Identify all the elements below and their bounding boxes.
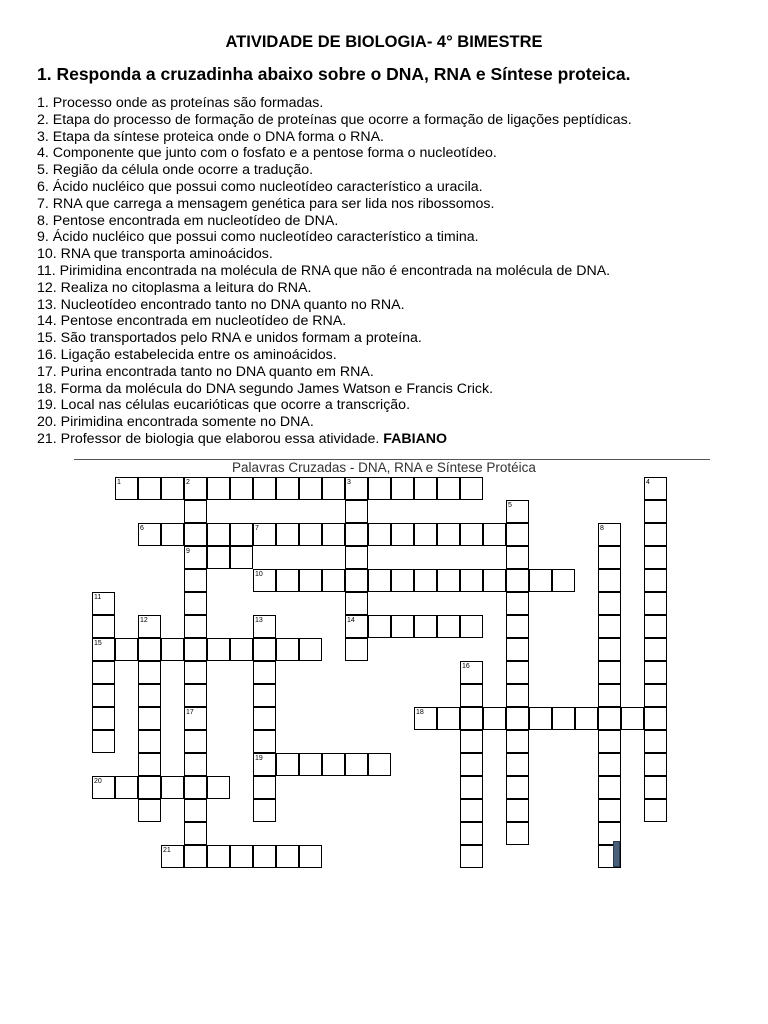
crossword-cell[interactable]: [184, 523, 207, 546]
crossword-cell[interactable]: [598, 569, 621, 592]
crossword-cell[interactable]: [184, 822, 207, 845]
clue-item: 17. Purina encontrada tanto no DNA quanto em RNA.: [37, 363, 374, 380]
crossword-cell[interactable]: [115, 776, 138, 799]
crossword-cell[interactable]: [345, 753, 368, 776]
crossword-cell[interactable]: [184, 730, 207, 753]
crossword-cell[interactable]: [138, 707, 161, 730]
crossword-cell[interactable]: [115, 638, 138, 661]
crossword-cell[interactable]: [506, 684, 529, 707]
crossword-cell[interactable]: [276, 523, 299, 546]
crossword-cell[interactable]: [598, 776, 621, 799]
crossword-cell[interactable]: [138, 776, 161, 799]
crossword-cell[interactable]: [230, 845, 253, 868]
clue-item: 11. Pirimidina encontrada na molécula de RNA que não é encontrada na molécula de DNA.: [37, 262, 611, 279]
crossword-cell[interactable]: [644, 707, 667, 730]
clue-number-label: 19: [255, 755, 263, 762]
page-title: ATIVIDADE DE BIOLOGIA- 4° BIMESTRE: [225, 33, 543, 51]
clue-number-label: 15: [94, 640, 102, 647]
crossword-cell[interactable]: [598, 615, 621, 638]
crossword-cell[interactable]: [644, 523, 667, 546]
clue-item: 7. RNA que carrega a mensagem genética para ser lida nos ribossomos.: [37, 195, 495, 212]
crossword-cell[interactable]: [644, 615, 667, 638]
crossword-cell[interactable]: [92, 615, 115, 638]
crossword-cell[interactable]: [644, 753, 667, 776]
crossword-cell[interactable]: [460, 822, 483, 845]
crossword-cell[interactable]: [299, 753, 322, 776]
crossword-cell[interactable]: [621, 707, 644, 730]
crossword-cell[interactable]: [644, 684, 667, 707]
crossword-cell[interactable]: [391, 523, 414, 546]
crossword-cell[interactable]: [207, 638, 230, 661]
crossword-cell[interactable]: [437, 477, 460, 500]
crossword-cell[interactable]: [253, 477, 276, 500]
crossword-cell[interactable]: [253, 845, 276, 868]
crossword-cell[interactable]: [184, 615, 207, 638]
crossword-cell[interactable]: [460, 776, 483, 799]
crossword-cell[interactable]: [345, 500, 368, 523]
crossword-cell[interactable]: [414, 523, 437, 546]
crossword-cell[interactable]: [598, 753, 621, 776]
clue-number-label: 17: [186, 709, 194, 716]
crossword-cell[interactable]: [644, 638, 667, 661]
crossword-cell[interactable]: [184, 753, 207, 776]
crossword-cell[interactable]: [207, 845, 230, 868]
crossword-cell[interactable]: [506, 546, 529, 569]
crossword-cell[interactable]: [644, 730, 667, 753]
crossword-cell[interactable]: [161, 477, 184, 500]
clue-item: 10. RNA que transporta aminoácidos.: [37, 246, 273, 263]
clue-item: 3. Etapa da síntese proteica onde o DNA forma o RNA.: [37, 128, 384, 145]
crossword-cell[interactable]: [506, 638, 529, 661]
clue-item: 4. Componente que junto com o fosfato e a pentose forma o nucleotídeo.: [37, 145, 497, 162]
crossword-cell[interactable]: [437, 707, 460, 730]
clue-number-label: 2: [186, 479, 190, 486]
crossword-cell[interactable]: [161, 638, 184, 661]
clue-number-label: 6: [140, 525, 144, 532]
crossword-title: Palavras Cruzadas - DNA, RNA e Síntese Protéica: [232, 460, 536, 475]
crossword-cell[interactable]: [460, 615, 483, 638]
crossword-cell[interactable]: [598, 661, 621, 684]
crossword-cell[interactable]: [414, 569, 437, 592]
crossword-cell[interactable]: [184, 500, 207, 523]
crossword-cell[interactable]: [299, 523, 322, 546]
crossword-cell[interactable]: [299, 638, 322, 661]
clue-number-label: 5: [508, 502, 512, 509]
clue-number-label: 3: [347, 479, 351, 486]
clue-number-label: 4: [646, 479, 650, 486]
crossword-cell[interactable]: [276, 753, 299, 776]
crossword-cell[interactable]: [644, 592, 667, 615]
crossword-cell[interactable]: [368, 477, 391, 500]
author-name: FABIANO: [383, 430, 448, 447]
crossword-cell[interactable]: [230, 477, 253, 500]
clue-item: 2. Etapa do processo de formação de proteínas que ocorre a formação de ligações peptídicas.: [37, 111, 632, 128]
crossword-cell[interactable]: [575, 707, 598, 730]
crossword-cell[interactable]: [506, 615, 529, 638]
clue-item: 15. São transportados pelo RNA e unidos formam a proteína.: [37, 330, 422, 347]
crossword-cell[interactable]: [138, 799, 161, 822]
clue-item: 6. Ácido nucléico que possui como nucleotídeo característico a uracila.: [37, 178, 483, 195]
crossword-cell[interactable]: [253, 776, 276, 799]
crossword-cell[interactable]: [322, 477, 345, 500]
clue-number-label: 13: [255, 617, 263, 624]
crossword-cell[interactable]: [184, 638, 207, 661]
clue-number-label: 11: [94, 594, 102, 601]
crossword-cell[interactable]: [207, 477, 230, 500]
crossword-cell[interactable]: [184, 776, 207, 799]
crossword-cell[interactable]: [460, 753, 483, 776]
crossword-cell[interactable]: [345, 592, 368, 615]
crossword-cell[interactable]: [138, 753, 161, 776]
crossword-cell[interactable]: [460, 684, 483, 707]
crossword-cell[interactable]: [506, 776, 529, 799]
clue-item: 18. Forma da molécula do DNA segundo James Watson e Francis Crick.: [37, 380, 494, 397]
crossword-cell[interactable]: [552, 569, 575, 592]
crossword-cell[interactable]: [644, 661, 667, 684]
crossword-cell[interactable]: [598, 592, 621, 615]
crossword-cell[interactable]: [184, 684, 207, 707]
crossword-cell[interactable]: [644, 799, 667, 822]
crossword-cell[interactable]: [230, 546, 253, 569]
crossword-cell[interactable]: [414, 615, 437, 638]
clue-item: 13. Nucleotídeo encontrado tanto no DNA quanto no RNA.: [37, 296, 405, 313]
crossword-cell[interactable]: [506, 799, 529, 822]
clue-number-label: 20: [94, 778, 102, 785]
crossword-cell[interactable]: [598, 730, 621, 753]
clue-item: 1. Processo onde as proteínas são formadas.: [37, 95, 324, 111]
crossword-cell[interactable]: [391, 569, 414, 592]
clue-number-label: 21: [163, 847, 171, 854]
crossword-cell[interactable]: [644, 569, 667, 592]
text-cursor-icon: [613, 841, 620, 867]
crossword-cell[interactable]: [345, 546, 368, 569]
clue-number-label: 12: [140, 617, 148, 624]
crossword-cell[interactable]: [276, 569, 299, 592]
crossword-cell[interactable]: [138, 661, 161, 684]
crossword-cell[interactable]: [276, 638, 299, 661]
clue-item: 20. Pirimidina encontrada somente no DNA.: [37, 414, 314, 431]
crossword-cell[interactable]: [253, 799, 276, 822]
clue-item: 12. Realiza no citoplasma a leitura do RNA.: [37, 279, 312, 296]
crossword-cell[interactable]: [483, 523, 506, 546]
crossword-cell[interactable]: [253, 730, 276, 753]
clue-number-label: 1: [117, 479, 121, 486]
crossword-cell[interactable]: [299, 477, 322, 500]
clue-number-label: 9: [186, 548, 190, 555]
clue-item: 9. Ácido nucléico que possui como nucleotídeo característico a timina.: [37, 229, 479, 246]
crossword-cell[interactable]: [345, 523, 368, 546]
crossword-cell[interactable]: [368, 615, 391, 638]
clue-item: 14. Pentose encontrada em nucleotídeo de RNA.: [37, 313, 347, 330]
crossword-cell[interactable]: [391, 615, 414, 638]
crossword-cell[interactable]: [506, 661, 529, 684]
crossword-cell[interactable]: [506, 569, 529, 592]
crossword-cell[interactable]: [276, 477, 299, 500]
crossword-cell[interactable]: [184, 845, 207, 868]
clue-number-label: 10: [255, 571, 263, 578]
clue-number-label: 7: [255, 525, 259, 532]
crossword-cell[interactable]: [299, 569, 322, 592]
crossword-cell[interactable]: [92, 707, 115, 730]
crossword-cell[interactable]: [161, 776, 184, 799]
crossword-cell[interactable]: [368, 753, 391, 776]
crossword-cell[interactable]: [483, 707, 506, 730]
crossword-cell[interactable]: [276, 845, 299, 868]
crossword-cell[interactable]: [460, 799, 483, 822]
clue-number-label: 14: [347, 617, 355, 624]
crossword-cell[interactable]: [207, 546, 230, 569]
crossword-cell[interactable]: [644, 776, 667, 799]
clue-item: 19. Local nas células eucarióticas que ocorre a transcrição.: [37, 397, 411, 414]
crossword-cell[interactable]: [460, 477, 483, 500]
crossword-cell[interactable]: [460, 523, 483, 546]
crossword-cell[interactable]: [184, 799, 207, 822]
crossword-cell[interactable]: [322, 569, 345, 592]
crossword-cell[interactable]: [644, 500, 667, 523]
crossword-cell[interactable]: [598, 707, 621, 730]
crossword-cell[interactable]: [644, 546, 667, 569]
crossword-cell[interactable]: [460, 707, 483, 730]
crossword-cell[interactable]: [207, 523, 230, 546]
crossword-cell[interactable]: [368, 569, 391, 592]
clue-number-label: 16: [462, 663, 470, 670]
crossword-cell[interactable]: [506, 592, 529, 615]
crossword-cell[interactable]: [506, 523, 529, 546]
crossword-cell[interactable]: [92, 730, 115, 753]
clue-number-label: 18: [416, 709, 424, 716]
crossword-cell[interactable]: [368, 523, 391, 546]
crossword-cell[interactable]: [207, 776, 230, 799]
crossword-cell[interactable]: [598, 546, 621, 569]
crossword-cell[interactable]: [437, 523, 460, 546]
crossword-cell[interactable]: [345, 638, 368, 661]
crossword-cell[interactable]: [184, 569, 207, 592]
crossword-cell[interactable]: [253, 661, 276, 684]
crossword-cell[interactable]: [138, 477, 161, 500]
clue-number-label: 8: [600, 525, 604, 532]
crossword-cell[interactable]: [529, 707, 552, 730]
crossword-cell[interactable]: [322, 523, 345, 546]
crossword-cell[interactable]: [529, 569, 552, 592]
crossword-cell[interactable]: [253, 707, 276, 730]
crossword-cell[interactable]: [552, 707, 575, 730]
crossword-cell[interactable]: [483, 569, 506, 592]
crossword-cell[interactable]: [506, 730, 529, 753]
crossword-cell[interactable]: [414, 477, 437, 500]
crossword-cell[interactable]: [230, 523, 253, 546]
clue-item: 5. Região da célula onde ocorre a tradução.: [37, 162, 314, 179]
crossword-cell[interactable]: [184, 592, 207, 615]
crossword-cell[interactable]: [138, 638, 161, 661]
crossword-cell[interactable]: [230, 638, 253, 661]
clue-item: 16. Ligação estabelecida entre os aminoácidos.: [37, 346, 337, 363]
crossword-cell[interactable]: [161, 523, 184, 546]
crossword-cell[interactable]: [598, 799, 621, 822]
crossword-cell[interactable]: [92, 661, 115, 684]
clue-text: 21. Professor de biologia que elaborou essa atividade.: [37, 430, 384, 447]
crossword-cell[interactable]: [460, 845, 483, 868]
crossword-cell[interactable]: [253, 638, 276, 661]
crossword-cell[interactable]: [460, 569, 483, 592]
crossword-cell[interactable]: [598, 684, 621, 707]
crossword-cell[interactable]: [437, 615, 460, 638]
crossword-cell[interactable]: [92, 684, 115, 707]
question-heading: 1. Responda a cruzadinha abaixo sobre o DNA, RNA e Síntese proteica.: [37, 64, 631, 84]
crossword-cell[interactable]: [299, 845, 322, 868]
crossword-cell[interactable]: [391, 477, 414, 500]
crossword-cell[interactable]: [598, 638, 621, 661]
clue-item: 8. Pentose encontrada em nucleotídeo de DNA.: [37, 212, 339, 229]
crossword-cell[interactable]: [506, 753, 529, 776]
crossword-cell[interactable]: [506, 822, 529, 845]
crossword-cell[interactable]: [460, 730, 483, 753]
crossword-cell[interactable]: [253, 684, 276, 707]
crossword-cell[interactable]: [138, 684, 161, 707]
crossword-cell[interactable]: [184, 661, 207, 684]
crossword-cell[interactable]: [437, 569, 460, 592]
crossword-cell[interactable]: [345, 569, 368, 592]
crossword-cell[interactable]: [138, 730, 161, 753]
crossword-cell[interactable]: [506, 707, 529, 730]
crossword-cell[interactable]: [322, 753, 345, 776]
